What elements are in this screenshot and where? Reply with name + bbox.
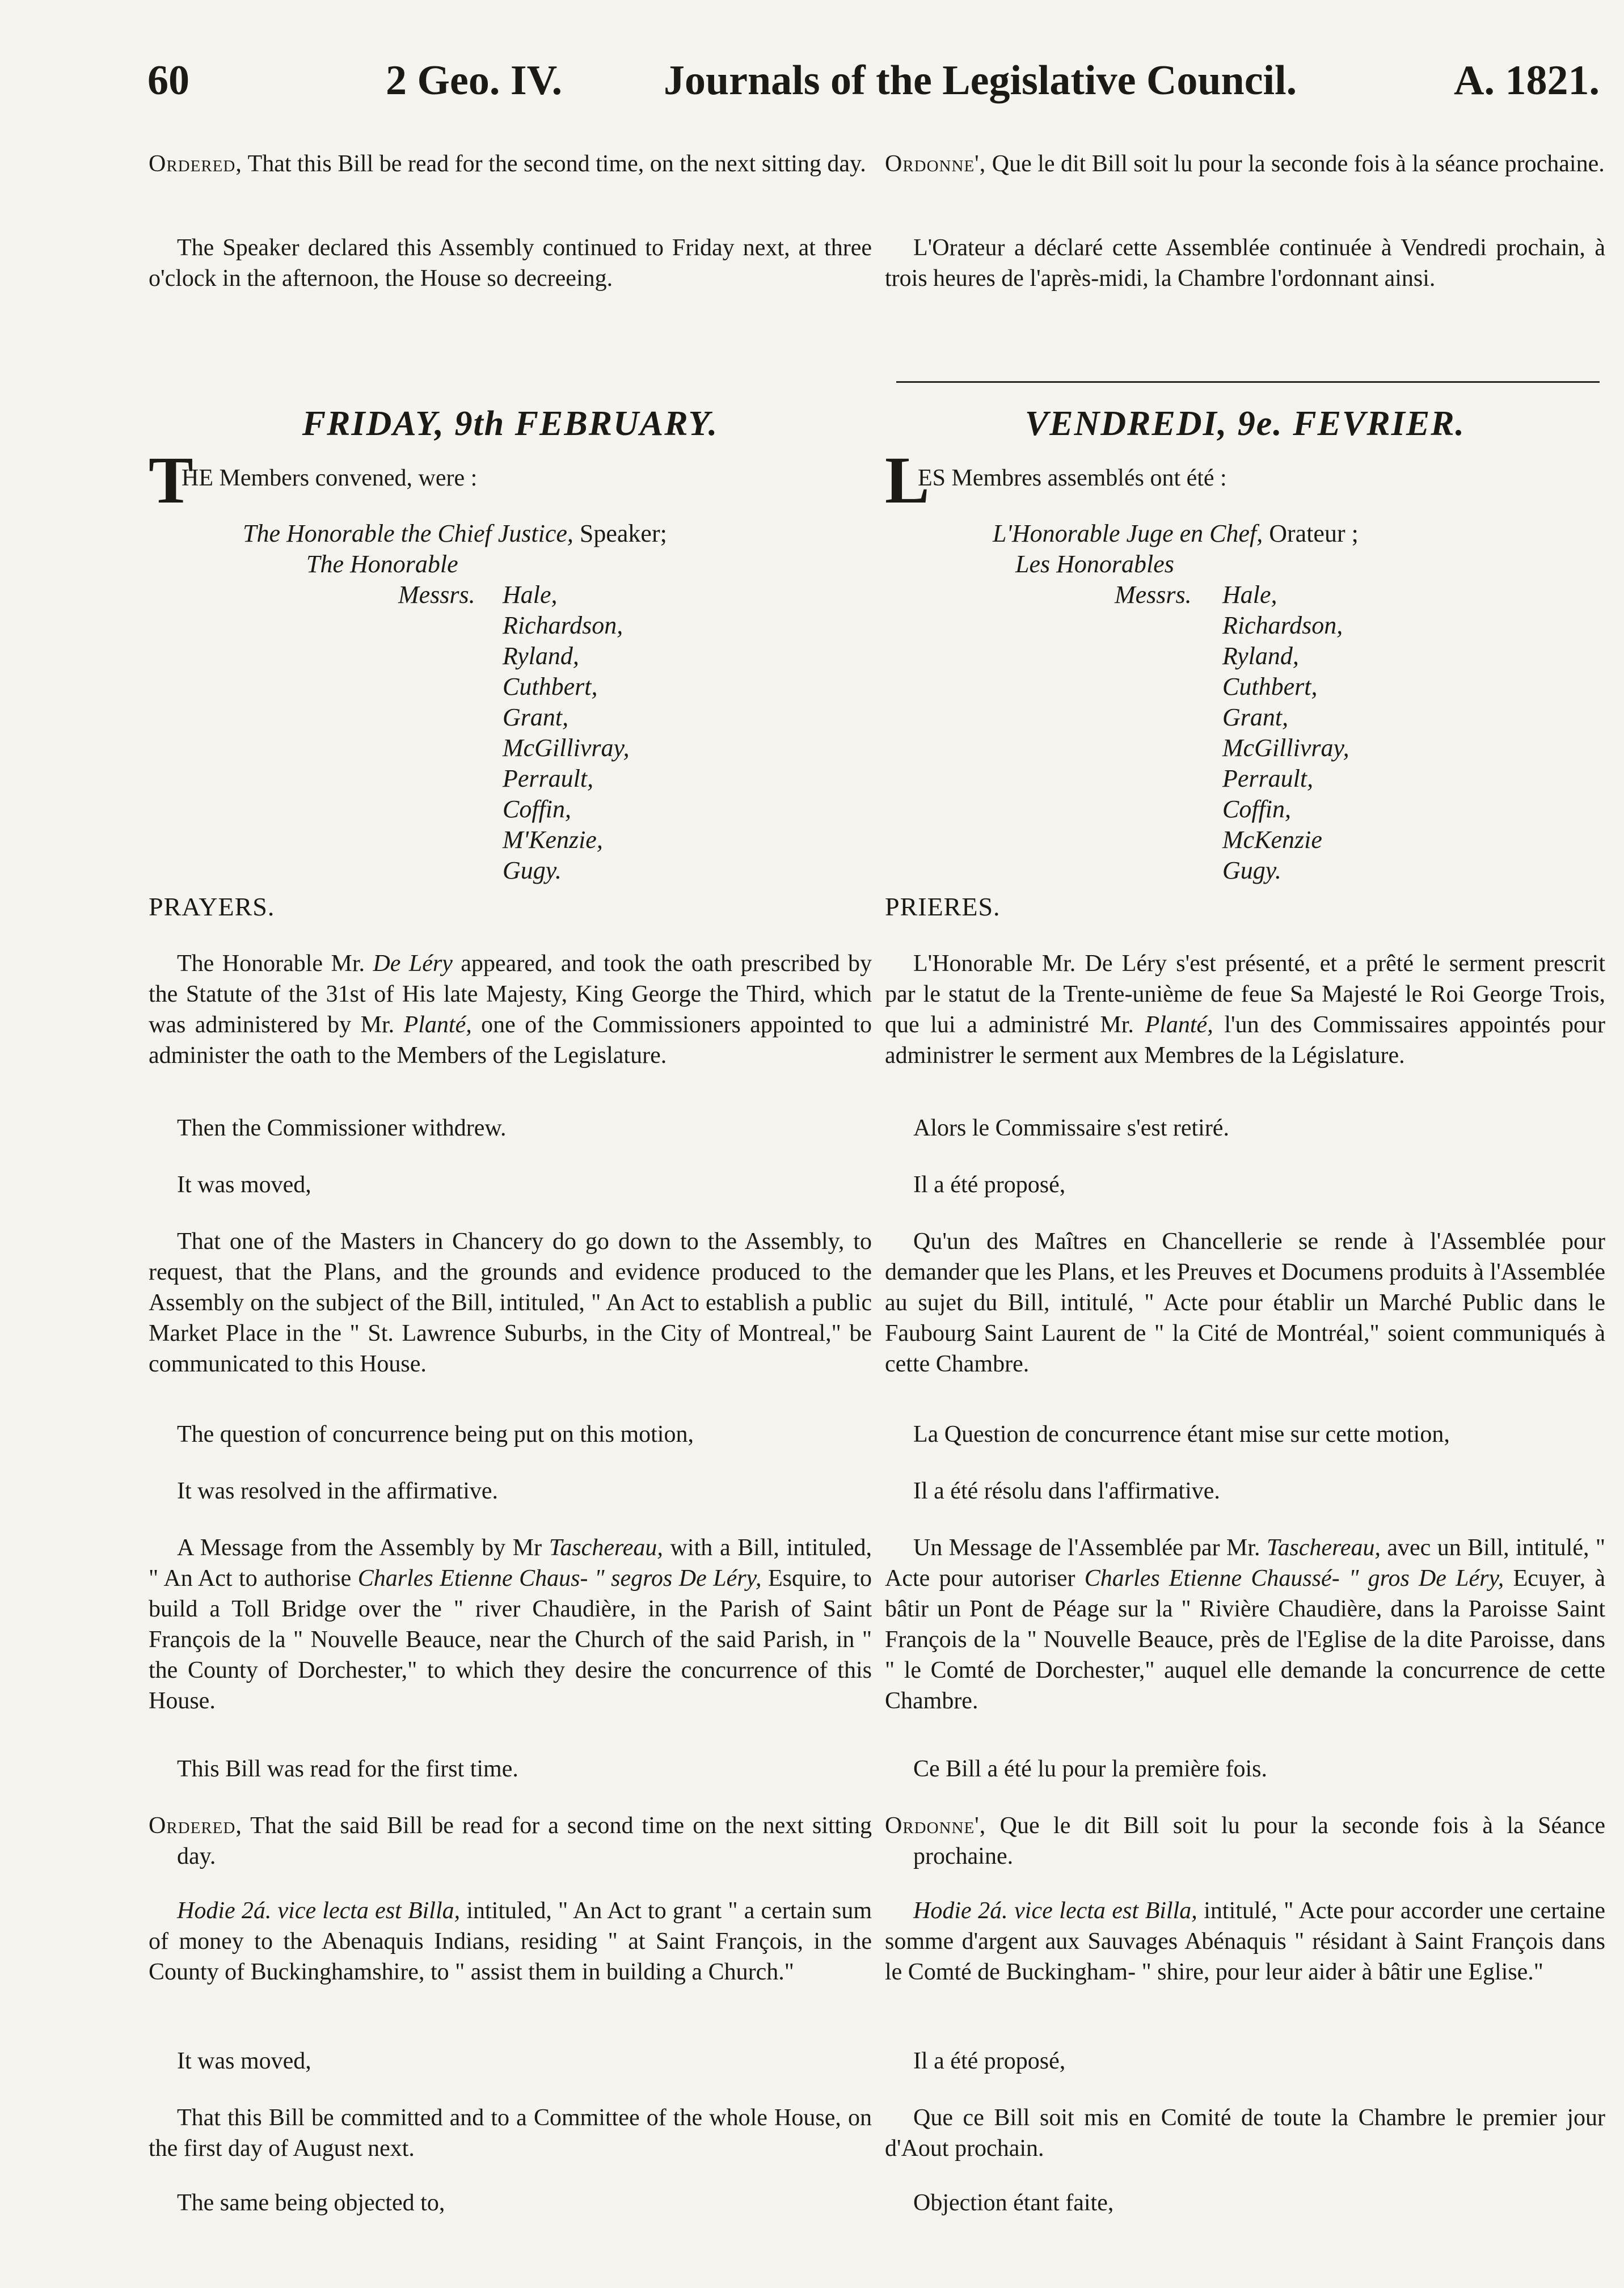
- day-title: FRIDAY, 9th FEBRUARY.: [302, 404, 719, 443]
- ordered-second: [149, 1810, 872, 1872]
- hodie-text: intituled, " An Act to grant " a certain sum of money to the Abenaquis Indians, residing " at Saint François, in the County of Buckinghamshire, to " assist them in building a Church.": [149, 1898, 872, 1985]
- year-label: A. 1821.: [1454, 57, 1600, 104]
- ordonne-label: Ordonne',: [885, 151, 986, 177]
- question-concurrence: The question of concurrence being put on this motion,: [177, 1421, 694, 1447]
- member-name: McKenzie: [1222, 826, 1322, 854]
- ordonne-second: [885, 1810, 1605, 1872]
- first-reading: This Bill was read for the first time.: [177, 1756, 518, 1782]
- message-fr-text-c: Ecuyer, à bâtir un Pont de Péage sur la " Rivière Chaudière, dans la Paroisse Saint François de la " Nouvelle Beauce, près de l'Eglise de la dite Paroisse, dans " le Comté de Dorchester," auquel elle demande la concurrence de cette Chambre.: [885, 1565, 1605, 1714]
- section-divider: [896, 381, 1600, 383]
- committee-motion: That this Bill be committed and to a Committee of the whole House, on the first day of August next.: [149, 2105, 872, 2162]
- serment-text-b: l'un des Commissaires appointés pour administrer le serment aux Membres de la Législature.: [885, 1012, 1605, 1069]
- messrs-label-fr: Messrs.: [1115, 581, 1192, 609]
- maitres-motion: Qu'un des Maîtres en Chancellerie se rende à l'Assemblée pour demander que les Plans, et les Preuves et Documens produits à l'Assemblée au sujet du Bill, intitulé, " Acte pour établir un Marché Public dans le Faubourg Saint Laurent de " la Cité de Montréal," soient communiqués à cette Chambre.: [885, 1229, 1605, 1377]
- oath-text-a: The Honorable Mr.: [177, 951, 365, 977]
- assembles-text: ES Membres assemblés ont été :: [918, 465, 1227, 491]
- message-name: Taschereau,: [549, 1535, 663, 1561]
- message-name2: Charles Etienne Chaus- " segros De Léry,: [357, 1565, 762, 1592]
- resolved-affirmative: It was resolved in the affirmative.: [177, 1478, 499, 1504]
- speaker-role: Speaker;: [579, 520, 667, 547]
- orateur-line: [993, 518, 1359, 549]
- hodie-text-fr: intitulé, " Acte pour accorder une certaine somme d'argent aux Sauvages Abénaquis " résidant à Saint François dans le Comté de Buckingham- " shire, pour leur aider à bâtir une Eglise.": [885, 1898, 1605, 1985]
- member-name: Coffin,: [1222, 795, 1292, 823]
- jour-title: VENDREDI, 9e. FEVRIER.: [1024, 404, 1466, 443]
- objection: Objection étant faite,: [913, 2190, 1114, 2216]
- journal-title: Journals of the Legislative Council.: [664, 57, 1297, 104]
- member-name: Richardson,: [1222, 611, 1343, 639]
- hodie-latin-fr: Hodie 2á. vice lecta est Billa,: [913, 1898, 1197, 1924]
- hodie-latin: Hodie 2á. vice lecta est Billa,: [177, 1898, 461, 1924]
- member-name: Gugy.: [1222, 856, 1281, 884]
- hodie-paragraph-fr: [885, 1896, 1605, 1987]
- drop-cap-fr: L: [885, 443, 930, 517]
- prayers-heading: PRAYERS.: [149, 892, 275, 921]
- oath-name: De Léry: [373, 951, 453, 977]
- message-fr-text-a: Un Message de l'Assemblée par Mr.: [913, 1535, 1260, 1561]
- member-name: Grant,: [1222, 703, 1289, 731]
- ordonne2-text: Que le dit Bill soit lu pour la seconde fois à la Séance prochaine.: [913, 1813, 1606, 1869]
- ordered-label: Ordered,: [149, 151, 242, 177]
- member-name: Ryland,: [1222, 642, 1299, 670]
- member-name: Perrault,: [1222, 765, 1314, 792]
- serment-paragraph: [885, 948, 1605, 1071]
- moved-2: It was moved,: [177, 2048, 311, 2074]
- ordonne-entry: [885, 149, 1605, 179]
- speaker-line: [243, 518, 667, 549]
- hodie-paragraph: [149, 1896, 872, 1987]
- member-name: Coffin,: [503, 795, 572, 823]
- serment-text-a: L'Honorable Mr. De Léry s'est présenté, et a prêté le serment prescrit par le statut de la Trente-unième de feue Sa Majesté le Roi George Trois, que lui a administré Mr.: [885, 951, 1605, 1038]
- masters-motion: That one of the Masters in Chancery do go down to the Assembly, to request, that the Plans, and the grounds and evidence produced to the Assembly on the subject of the Bill, intituled, " An Act to establish a public Market Place in the " St. Lawrence Suburbs, in the City of Montreal," be communicated to this House.: [149, 1229, 872, 1377]
- oath-paragraph: [149, 948, 872, 1071]
- member-name: Hale,: [1222, 581, 1277, 609]
- running-header: [147, 57, 1600, 108]
- reign-label: 2 Geo. IV.: [386, 57, 563, 104]
- member-name: Gugy.: [503, 856, 562, 884]
- moved-1: It was moved,: [177, 1172, 311, 1198]
- oath-text-b: appeared, and took the oath prescribed by the Statute of the 31st of His late Majesty, King George the Third, which was administered by Mr.: [149, 951, 872, 1038]
- convened-text: HE Members convened, were :: [182, 465, 478, 491]
- member-name: McGillivray,: [503, 734, 630, 762]
- ordered-entry: [149, 149, 872, 179]
- prieres-heading: PRIERES.: [885, 892, 1001, 921]
- member-name: Perrault,: [503, 765, 594, 792]
- orateur-name: L'Honorable Juge en Chef,: [993, 520, 1263, 547]
- message-fr-text-b: avec un Bill, intitulé, " Acte pour autoriser: [885, 1535, 1606, 1592]
- ordonne-text: Que le dit Bill soit lu pour la seconde fois à la séance prochaine.: [992, 151, 1605, 177]
- comite-motion: Que ce Bill soit mis en Comité de toute la Chambre le premier jour d'Aout prochain.: [885, 2105, 1605, 2162]
- speaker-adjourn: The Speaker declared this Assembly continued to Friday next, at three o'clock in the afternoon, the House so decreeing.: [149, 235, 872, 292]
- member-name: Cuthbert,: [1222, 673, 1318, 700]
- messrs-label: Messrs.: [398, 581, 475, 609]
- question-concurrence-fr: La Question de concurrence étant mise sur cette motion,: [913, 1421, 1450, 1447]
- ordered2-label: Ordered,: [149, 1813, 242, 1839]
- objected: The same being objected to,: [177, 2190, 445, 2216]
- message-text-b: with a Bill, intituled, " An Act to authorise: [149, 1535, 872, 1592]
- message-fr-name2: Charles Etienne Chaussé- " gros De Léry,: [1084, 1565, 1504, 1592]
- member-name: Richardson,: [503, 611, 623, 639]
- honorables-label: Les Honorables: [1015, 550, 1174, 578]
- serment-name: Planté,: [1145, 1012, 1213, 1038]
- ordonne2-label: Ordonne',: [885, 1813, 986, 1839]
- message-fr-name: Taschereau,: [1266, 1535, 1381, 1561]
- ordered-text: That this Bill be read for the second time, on the next sitting day.: [247, 151, 866, 177]
- ordered2-text: That the said Bill be read for a second time on the next sitting day.: [177, 1813, 872, 1869]
- member-name: Grant,: [503, 703, 569, 731]
- orateur-role: Orateur ;: [1269, 520, 1359, 547]
- propose-1: Il a été proposé,: [913, 1172, 1066, 1198]
- member-name: M'Kenzie,: [503, 826, 603, 854]
- message-text-a: A Message from the Assembly by Mr: [177, 1535, 542, 1561]
- honorable-label: The Honorable: [306, 550, 458, 578]
- propose-2: Il a été proposé,: [913, 2048, 1066, 2074]
- member-name: Cuthbert,: [503, 673, 598, 700]
- member-name: Ryland,: [503, 642, 579, 670]
- drop-cap: T: [149, 443, 193, 517]
- commissioner-withdrew: Then the Commissioner withdrew.: [177, 1115, 507, 1141]
- orateur-adjourn: L'Orateur a déclaré cette Assemblée continuée à Vendredi prochain, à trois heures de l'après-midi, la Chambre l'ordonnant ainsi.: [885, 235, 1605, 292]
- commissaire-retire: Alors le Commissaire s'est retiré.: [913, 1115, 1229, 1141]
- message-paragraph: [149, 1533, 872, 1716]
- oath-name2: Planté,: [403, 1012, 472, 1038]
- message-paragraph-fr: [885, 1533, 1605, 1716]
- member-name: McGillivray,: [1222, 734, 1349, 762]
- oath-text-c: one of the Commissioners appointed to administer the oath to the Members of the Legislature.: [149, 1012, 872, 1069]
- member-name: Hale,: [503, 581, 558, 609]
- premiere-lecture: Ce Bill a été lu pour la première fois.: [913, 1756, 1267, 1782]
- resolu-affirmative: Il a été résolu dans l'affirmative.: [913, 1478, 1220, 1504]
- page-number: 60: [147, 57, 189, 104]
- message-text-c: Esquire, to build a Toll Bridge over the " river Chaudière, in the Parish of Saint François de la " Nouvelle Beauce, near the Church of the said Parish, in " the County of Dorchester," to which they desire the concurrence of this House.: [149, 1565, 872, 1714]
- speaker-name: The Honorable the Chief Justice,: [243, 520, 573, 547]
